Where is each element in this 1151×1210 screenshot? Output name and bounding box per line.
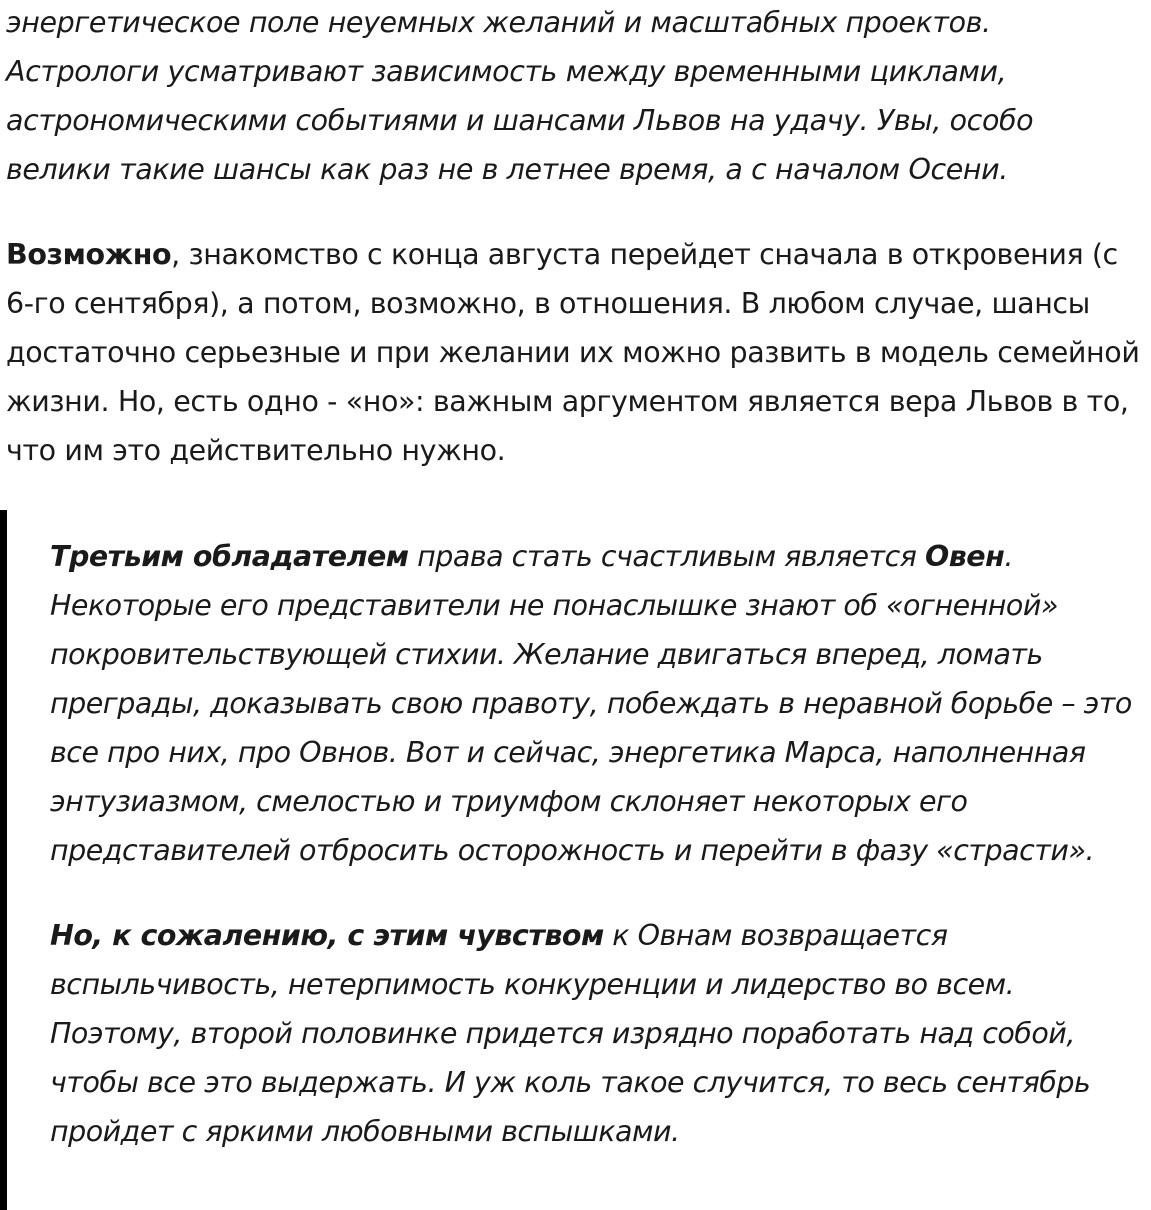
quote-text: . Некоторые его представители не понаслышке знают об «огненной» покровительствующей стихии. Желание двигаться вперед, ломать преграды, доказывать свою правоту, побеждать в неравной борьбе – это все про них, про Овнов. Вот и сейчас, энергетика Марса, наполненная энтузиазмом, смелостью и триумфом склоняет некоторых его представителей отбросить осторожность и перейти в фазу «страсти». xyxy=(50,540,1132,867)
quote-text: права стать счастливым является xyxy=(408,540,926,573)
intro-line: энергетическое поле неуемных желаний и масштабных проектов. xyxy=(6,6,991,39)
quote-bold-lead: Третьим обладателем xyxy=(50,540,409,573)
quote-paragraph-aries xyxy=(50,532,1151,875)
blockquote xyxy=(0,510,1151,1210)
intro-line: Астрологи усматривают зависимость между временными циклами, xyxy=(6,55,1007,88)
paragraph-text: , знакомство с конца августа перейдет сначала в откровения (с 6-го сентября), а потом, возможно, в отношения. В любом случае, шансы достаточно серьезные и при желании их можно развить в модель семейной жизни. Но, есть одно - «но»: важным аргументом является вера Львов в то, что им это действительно нужно. xyxy=(6,238,1140,467)
article-body xyxy=(6,0,1146,475)
quote-paragraph-warning xyxy=(50,911,1151,1156)
intro-line: велики такие шансы как раз не в летнее время, а с началом Осени. xyxy=(6,153,1008,186)
quote-text: к Овнам возвращается вспыльчивость, нетерпимость конкуренции и лидерство во всем. Поэтому, второй половинке придется изрядно поработать над собой, чтобы все это выдержать. И уж коль такое случится, то весь сентябрь пройдет с яркими любовными вспышками. xyxy=(50,919,1091,1148)
quote-bold-lead: Но, к сожалению, с этим чувством xyxy=(50,919,604,952)
paragraph-bold-lead: Возможно xyxy=(6,238,172,271)
intro-paragraph xyxy=(6,0,1146,194)
quote-bold-sign: Овен xyxy=(925,540,1005,573)
intro-line: астрономическими событиями и шансами Львов на удачу. Увы, особо xyxy=(6,104,1034,137)
body-paragraph xyxy=(6,230,1146,475)
